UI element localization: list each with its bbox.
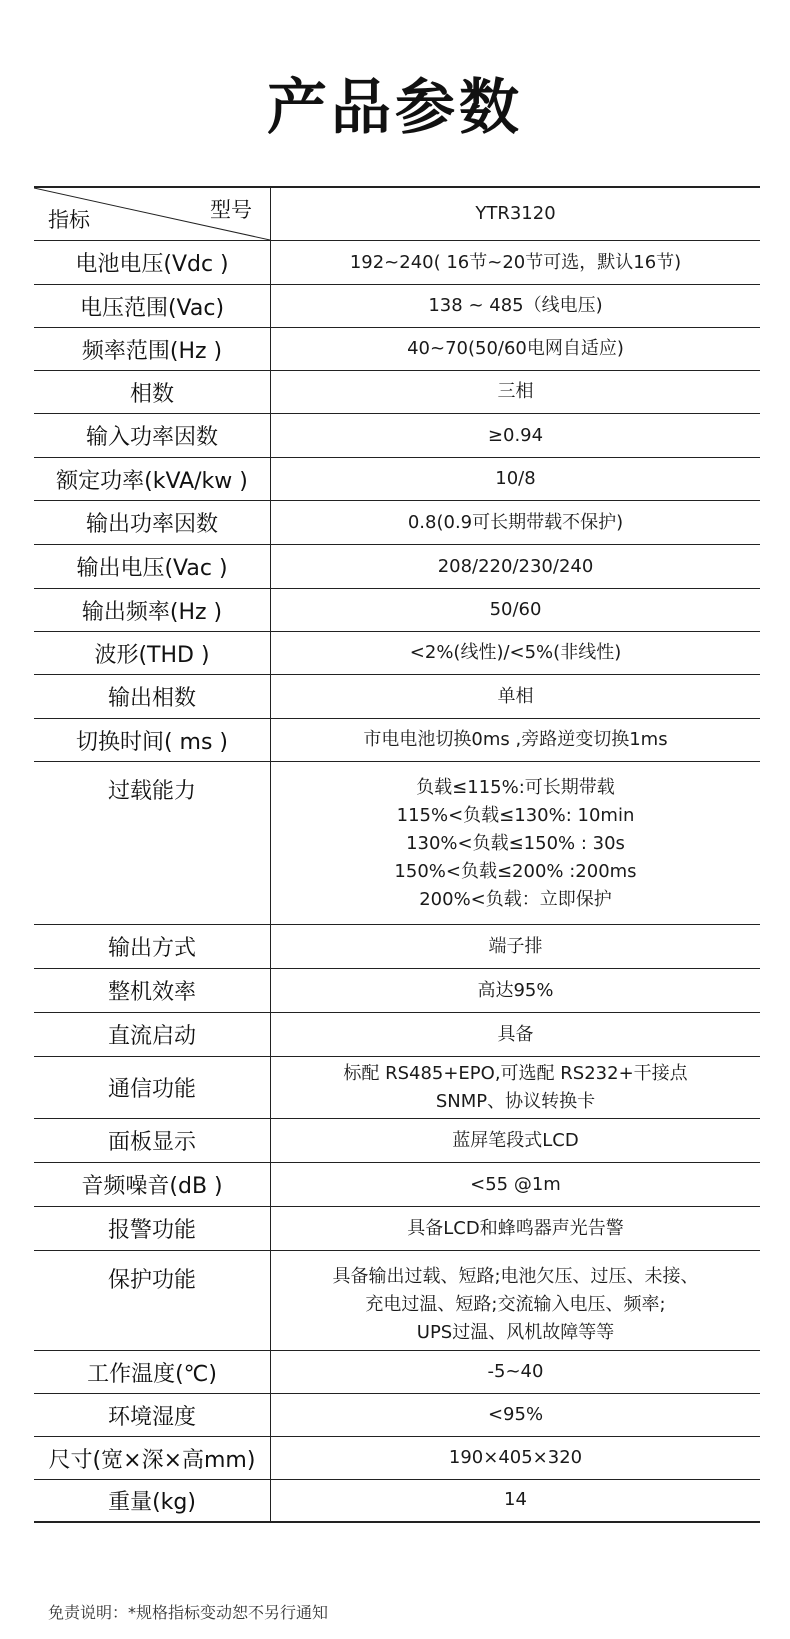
param-value-line: 130%<负载≤150% : 30s xyxy=(406,833,625,854)
param-value-line: ≥0.94 xyxy=(487,424,544,446)
param-value-line: -5~40 xyxy=(487,1361,544,1382)
param-value xyxy=(271,285,761,328)
param-label: 过载能力 xyxy=(34,762,271,925)
table-row xyxy=(34,969,760,1013)
table-row xyxy=(34,1251,760,1351)
param-value-line: <2%(线性)/<5%(非线性) xyxy=(409,642,622,663)
param-value-line: 40~70(50/60电网自适应) xyxy=(407,338,624,359)
table-row xyxy=(34,1207,760,1251)
disclaimer-note: 免责说明：*规格指标变动恕不另行通知 xyxy=(48,1603,329,1622)
param-value-line: 192~240( 16节~20节可选，默认16节) xyxy=(349,251,682,273)
table-row xyxy=(34,545,760,589)
index-header-label: 指标 xyxy=(48,208,90,232)
param-label: 输出相数 xyxy=(34,675,271,719)
param-label: 保护功能 xyxy=(34,1251,271,1351)
param-value-line: 高达95% xyxy=(477,979,554,1001)
table-header-row xyxy=(34,187,760,241)
param-value-line: 150%<负载≤200% :200ms xyxy=(394,861,637,882)
table-row xyxy=(34,501,760,545)
param-value-line: 具备LCD和蜂鸣器声光告警 xyxy=(407,1217,624,1239)
param-label: 输出电压(Vac ) xyxy=(34,545,271,589)
param-value-line: 190×405×320 xyxy=(448,1447,583,1468)
param-value xyxy=(271,1394,761,1437)
param-value xyxy=(271,1251,761,1351)
param-label: 输出功率因数 xyxy=(34,501,271,545)
diagonal-header-cell xyxy=(34,187,271,241)
param-value xyxy=(271,675,761,719)
param-value-line: 标配 RS485+EPO,可选配 RS232+干接点 xyxy=(343,1062,688,1084)
table-row xyxy=(34,241,760,285)
param-value-line: <95% xyxy=(487,1404,544,1425)
table-row xyxy=(34,1437,760,1480)
param-value-line: 蓝屏笔段式LCD xyxy=(452,1129,579,1151)
table-row xyxy=(34,371,760,414)
param-value xyxy=(271,1163,761,1207)
param-label: 环境湿度 xyxy=(34,1394,271,1437)
param-value-line: 具备输出过载、短路;电池欠压、过压、未接、 xyxy=(332,1266,699,1287)
param-value-line: 50/60 xyxy=(489,599,542,620)
param-value xyxy=(271,762,761,925)
param-value-line: 具备 xyxy=(497,1023,534,1045)
param-value-line: SNMP、协议转换卡 xyxy=(435,1090,596,1112)
table-row xyxy=(34,719,760,762)
param-value-line: 单相 xyxy=(497,685,534,707)
param-value xyxy=(271,632,761,675)
table-row xyxy=(34,1351,760,1394)
param-value xyxy=(271,925,761,969)
param-label: 额定功率(kVA/kw ) xyxy=(34,458,271,501)
table-row xyxy=(34,1163,760,1207)
param-label: 相数 xyxy=(34,371,271,414)
page-title: 产品参数 xyxy=(267,73,523,143)
param-value-line: <55 @1m xyxy=(470,1173,561,1195)
param-value xyxy=(271,719,761,762)
param-label: 尺寸(宽×深×高mm) xyxy=(34,1437,271,1480)
param-label: 电池电压(Vdc ) xyxy=(34,241,271,285)
param-label: 音频噪音(dB ) xyxy=(34,1163,271,1207)
param-label: 整机效率 xyxy=(34,969,271,1013)
param-value xyxy=(271,1119,761,1163)
table-row xyxy=(34,1057,760,1119)
param-label: 切换时间( ms ) xyxy=(34,719,271,762)
param-label: 频率范围(Hz ) xyxy=(34,328,271,371)
table-row xyxy=(34,1013,760,1057)
param-value xyxy=(271,458,761,501)
param-value-line: 负载≤115%:可长期带载 xyxy=(416,777,615,798)
table-row xyxy=(34,762,760,925)
param-label: 波形(THD ) xyxy=(34,632,271,675)
param-label: 报警功能 xyxy=(34,1207,271,1251)
param-label: 工作温度(℃) xyxy=(34,1351,271,1394)
param-value xyxy=(271,589,761,632)
param-value-line: 端子排 xyxy=(488,935,543,957)
model-value: YTR3120 xyxy=(271,187,761,241)
param-value xyxy=(271,371,761,414)
param-value-line: 14 xyxy=(504,1489,527,1511)
param-value xyxy=(271,328,761,371)
param-value xyxy=(271,1013,761,1057)
param-value xyxy=(271,1480,761,1522)
param-value-line: 200%<负载：立即保护 xyxy=(419,889,612,910)
table-row xyxy=(34,328,760,371)
table-row xyxy=(34,589,760,632)
param-value-line: 10/8 xyxy=(495,468,536,489)
param-value xyxy=(271,1207,761,1251)
param-value xyxy=(271,969,761,1013)
table-row xyxy=(34,1480,760,1522)
param-label: 输出频率(Hz ) xyxy=(34,589,271,632)
param-label: 通信功能 xyxy=(34,1057,271,1119)
param-value xyxy=(271,1437,761,1480)
param-value-line: 三相 xyxy=(497,381,534,402)
param-value xyxy=(271,1351,761,1394)
param-value-line: 208/220/230/240 xyxy=(437,555,594,577)
param-value-line: 充电过温、短路;交流输入电压、频率; xyxy=(365,1294,666,1315)
param-label: 电压范围(Vac) xyxy=(34,285,271,328)
param-value-line: 0.8(0.9可长期带载不保护) xyxy=(407,511,624,533)
param-value xyxy=(271,414,761,458)
param-value xyxy=(271,545,761,589)
param-value xyxy=(271,1057,761,1119)
param-label: 重量(kg) xyxy=(34,1480,271,1522)
param-value xyxy=(271,501,761,545)
param-label: 输入功率因数 xyxy=(34,414,271,458)
param-value-line: 市电电池切换0ms ,旁路逆变切换1ms xyxy=(363,729,668,750)
param-label: 面板显示 xyxy=(34,1119,271,1163)
table-row xyxy=(34,1119,760,1163)
param-label: 输出方式 xyxy=(34,925,271,969)
table-row xyxy=(34,632,760,675)
table-row xyxy=(34,925,760,969)
table-row xyxy=(34,675,760,719)
spec-table xyxy=(34,186,760,1523)
param-value xyxy=(271,241,761,285)
model-header-label: 型号 xyxy=(210,198,252,222)
table-row xyxy=(34,414,760,458)
table-row xyxy=(34,1394,760,1437)
param-label: 直流启动 xyxy=(34,1013,271,1057)
table-row xyxy=(34,285,760,328)
param-value-line: 115%<负载≤130%: 10min xyxy=(396,805,635,826)
param-value-line: 138 ~ 485（线电压) xyxy=(428,295,603,316)
param-value-line: UPS过温、风机故障等等 xyxy=(416,1322,615,1343)
table-row xyxy=(34,458,760,501)
